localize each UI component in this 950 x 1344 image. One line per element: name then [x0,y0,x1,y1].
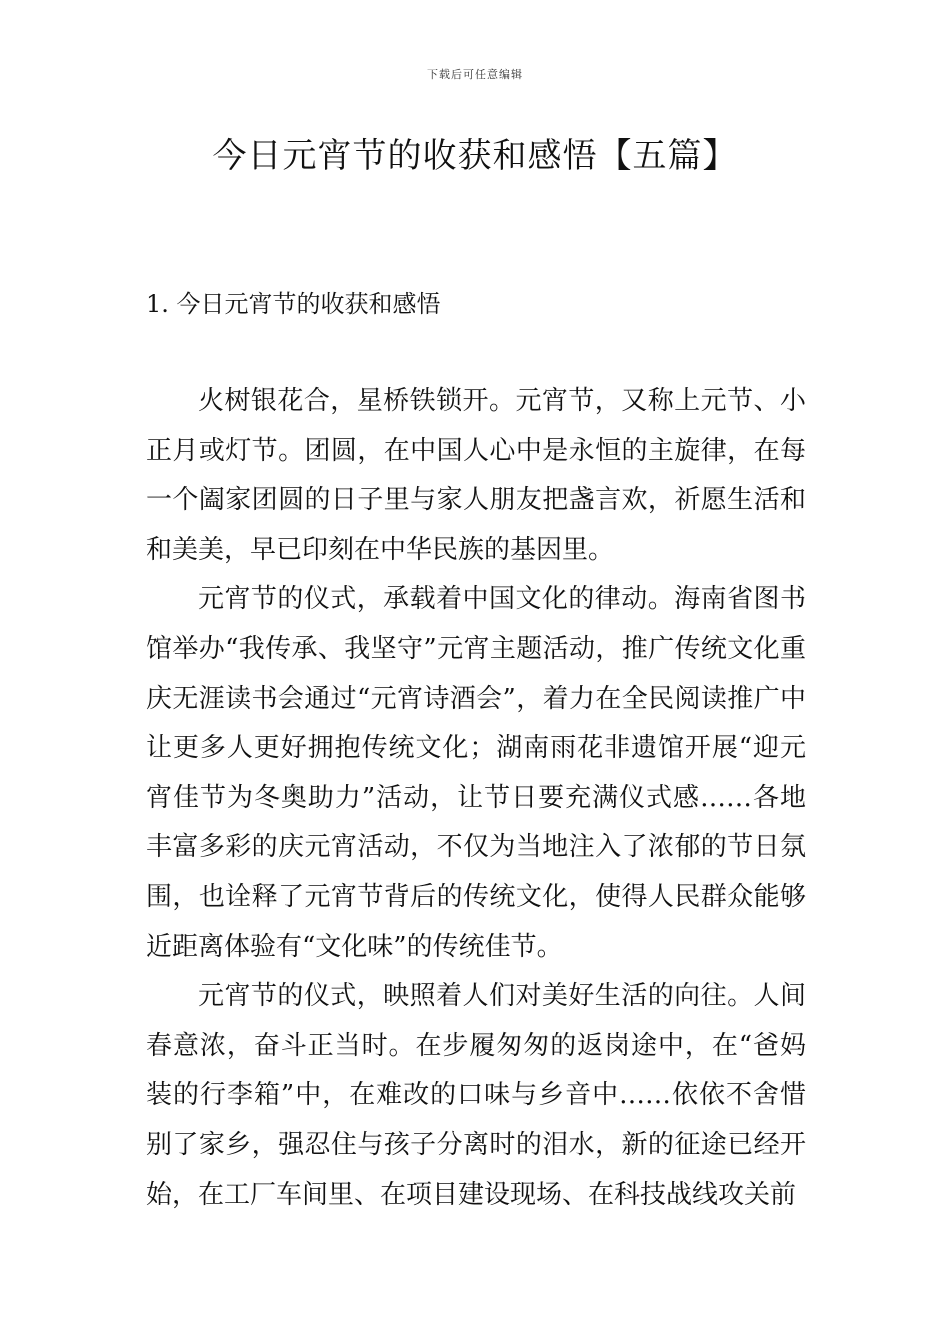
document-title: 今日元宵节的收获和感悟【五篇】 [212,136,738,176]
section-heading: 1. 今日元宵节的收获和感悟 [146,290,441,318]
header-note: 下载后可任意编辑 [427,68,523,81]
paragraph-2: 元宵节的仪式，承载着中国文化的律动。海南省图书馆举办“我传承、我坚守”元宵主题活动，推广传统文化重庆无涯读书会通过“元宵诗酒会”，着力在全民阅读推广中让更多人更好拥抱传统文化；湖南雨花非遗馆开展“迎元宵佳节为冬奥助力”活动，让节日要充满仪式感……各地丰富多彩的庆元宵活动，不仅为当地注入了浓郁的节日氛围，也诠释了元宵节背后的传统文化，使得人民群众能够近距离体验有“文化味”的传统佳节。 [146,584,806,962]
paragraph-1: 火树银花合，星桥铁锁开。元宵节，又称上元节、小正月或灯节。团圆，在中国人心中是永恒的主旋律，在每一个阖家团圆的日子里与家人朋友把盏言欢，祈愿生活和和美美，早已印刻在中华民族的基因里。 [146,386,806,565]
paragraph-3: 元宵节的仪式，映照着人们对美好生活的向往。人间春意浓，奋斗正当时。在步履匆匆的返岗途中，在“爸妈装的行李箱”中，在难改的口味与乡音中……依依不舍惜别了家乡，强忍住与孩子分离时的泪水，新的征途已经开始，在工厂车间里、在项目建设现场、在科技战线攻关前 [146,981,806,1210]
body-text [146,377,806,1220]
